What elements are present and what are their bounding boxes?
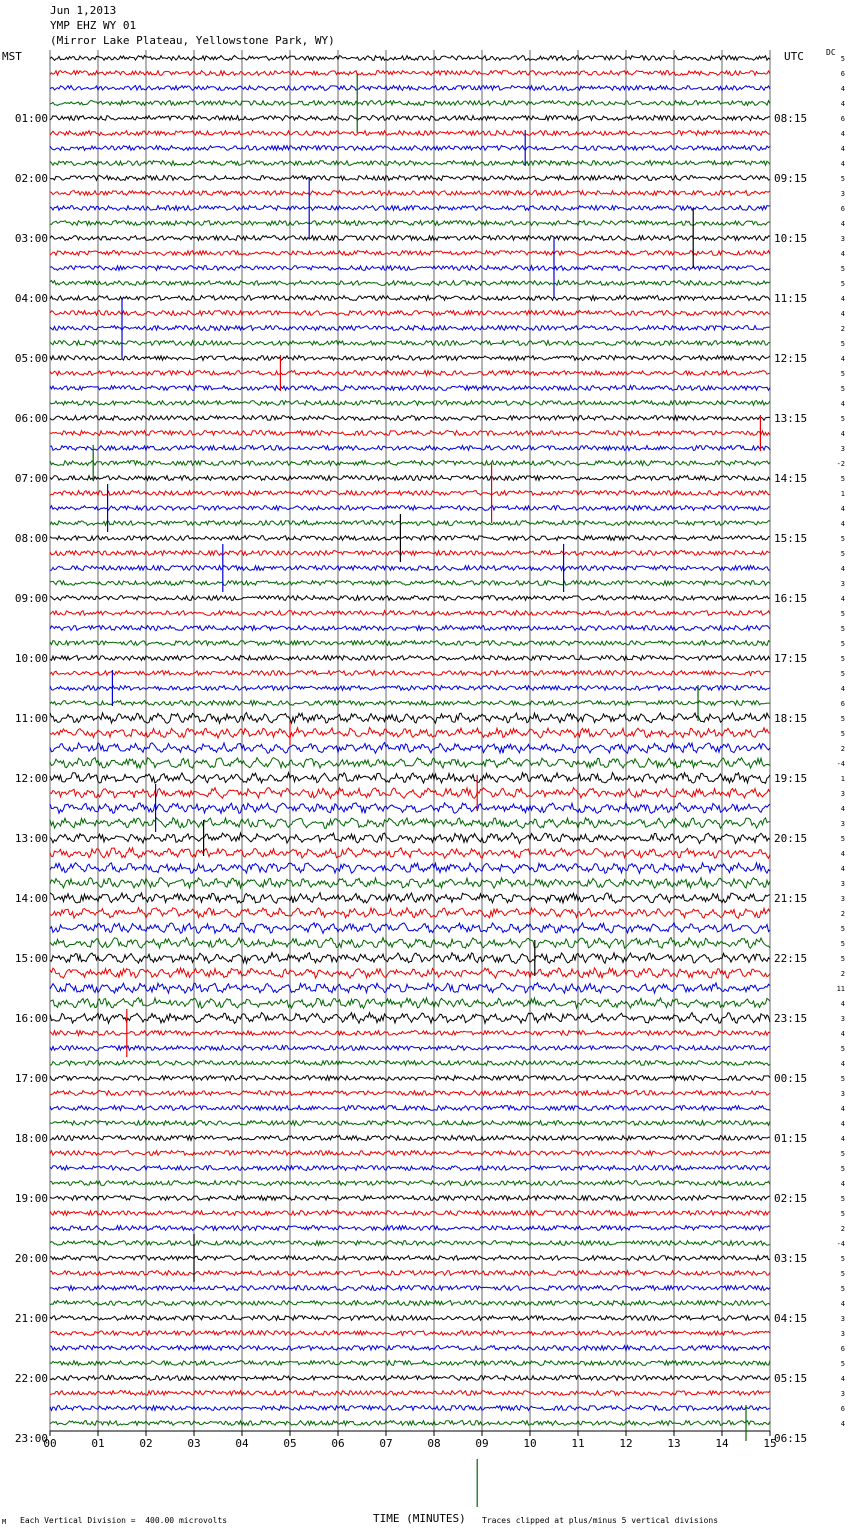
trace-line [50,686,770,691]
trace-line [50,491,770,496]
dc-offset-value: 5 [840,175,845,183]
clip-note: Traces clipped at plus/minus 5 vertical divisions [482,1516,719,1525]
trace-line [50,206,770,211]
x-tick-label: 06 [331,1437,345,1450]
trace-line [50,1076,770,1081]
dc-offset-value: 5 [840,550,845,558]
dc-offset-value: 5 [840,385,845,393]
trace-line [50,833,770,844]
trace-line [50,1361,770,1366]
dc-offset-value: 4 [840,805,845,813]
left-axis-label: MST [2,50,22,63]
trace-line [50,1406,770,1411]
mst-hour-label: 07:00 [14,472,48,485]
mst-hour-label: 10:00 [14,652,48,665]
trace-line [50,1106,770,1111]
utc-hour-label: 02:15 [774,1192,808,1205]
trace-line [50,311,770,316]
x-tick-label: 01 [91,1437,105,1450]
mst-hour-label: 21:00 [14,1312,48,1325]
dc-offset-value: 4 [840,565,845,573]
mst-hour-label: 08:00 [14,532,48,545]
x-tick-label: 00 [43,1437,57,1450]
dc-label: DC [826,48,836,57]
trace-line [50,536,770,541]
trace-line [50,1241,770,1246]
utc-hour-label: 01:15 [774,1132,808,1145]
trace-line [50,848,770,859]
trace-line [50,908,770,919]
dc-offset-value: 5 [840,715,845,723]
x-tick-label: 11 [571,1437,585,1450]
trace-line [50,506,770,511]
trace-line [50,671,770,676]
dc-offset-value: 5 [840,655,845,663]
dc-offset-value: 1 [840,775,845,783]
mst-hour-label: 20:00 [14,1252,48,1265]
dc-offset-value: 5 [840,1255,845,1263]
trace-line [50,788,770,799]
dc-offset-value: 4 [840,685,845,693]
trace-line [50,461,770,466]
trace-line [50,281,770,286]
trace-line [50,161,770,166]
dc-offset-value: 2 [840,1225,845,1233]
utc-hour-label: 20:15 [774,832,808,845]
dc-offset-value: 4 [840,865,845,873]
trace-line [50,296,770,301]
utc-hour-label: 10:15 [774,232,808,245]
trace-line [50,953,770,964]
dc-offset-value: 3 [840,880,845,888]
trace-line [50,1256,770,1261]
dc-offset-value: 5 [840,640,845,648]
mst-hour-label: 13:00 [14,832,48,845]
trace-line [50,773,770,784]
dc-offset-value: 3 [840,820,845,828]
trace-line [50,401,770,406]
dc-offset-value: 5 [840,1210,845,1218]
dc-offset-value: 4 [840,250,845,258]
utc-hour-label: 16:15 [774,592,808,605]
mst-hour-label: 06:00 [14,412,48,425]
trace-line [50,758,770,769]
dc-offset-value: 4 [840,100,845,108]
dc-offset-value: 4 [840,1300,845,1308]
mst-hour-label: 11:00 [14,712,48,725]
dc-offset-value: 5 [840,955,845,963]
trace-line [50,1121,770,1126]
x-tick-label: 08 [427,1437,441,1450]
dc-offset-value: 4 [840,520,845,528]
dc-offset-value: -4 [836,760,845,768]
dc-offset-value: 3 [840,790,845,798]
mst-hour-label: 01:00 [14,112,48,125]
dc-offset-value: 5 [840,625,845,633]
mst-hour-label: 12:00 [14,772,48,785]
dc-offset-value: 5 [840,340,845,348]
dc-offset-value: 2 [840,910,845,918]
utc-hour-label: 22:15 [774,952,808,965]
dc-offset-value: 5 [840,1285,845,1293]
trace-line [50,611,770,616]
trace-line [50,641,770,646]
dc-offset-value: 4 [840,355,845,363]
x-axis-title: TIME (MINUTES) [373,1512,466,1525]
dc-offset-value: 3 [840,580,845,588]
utc-hour-label: 00:15 [774,1072,808,1085]
dc-offset-value: 1 [840,490,845,498]
trace-line [50,56,770,61]
dc-offset-value: 4 [840,1060,845,1068]
trace-line [50,713,770,724]
trace-line [50,1181,770,1186]
trace-line [50,803,770,814]
dc-offset-value: 4 [840,1135,845,1143]
trace-line [50,386,770,391]
dc-offset-value: 5 [840,1045,845,1053]
x-tick-label: 05 [283,1437,297,1450]
trace-line [50,416,770,421]
trace-line [50,1331,770,1336]
header-station: YMP EHZ WY 01 [50,19,137,32]
mst-hour-label: 09:00 [14,592,48,605]
trace-line [50,326,770,331]
dc-offset-value: 5 [840,1360,845,1368]
utc-hour-label: 12:15 [774,352,808,365]
trace-line [50,1061,770,1066]
mst-hour-label: 17:00 [14,1072,48,1085]
dc-offset-value: 4 [840,430,845,438]
footer-mark: M [2,1518,7,1526]
dc-offset-value: -4 [836,1240,845,1248]
utc-hour-label: 06:15 [774,1432,808,1445]
trace-line [50,1031,770,1036]
dc-offset-value: 5 [840,265,845,273]
mst-hour-label: 02:00 [14,172,48,185]
x-tick-label: 13 [667,1437,681,1450]
trace-line [50,701,770,706]
dc-offset-value: 4 [840,295,845,303]
x-tick-label: 12 [619,1437,633,1450]
header-date: Jun 1,2013 [50,4,117,17]
trace-line [50,191,770,196]
x-tick-label: 07 [379,1437,393,1450]
mst-hour-label: 15:00 [14,952,48,965]
trace-line [50,983,770,993]
trace-line [50,923,770,934]
utc-hour-label: 17:15 [774,652,808,665]
trace-line [50,1091,770,1096]
trace-line [50,1376,770,1381]
dc-offset-value: 4 [840,145,845,153]
mst-hour-label: 16:00 [14,1012,48,1025]
trace-line [50,1391,770,1396]
trace-line [50,863,770,874]
x-tick-label: 04 [235,1437,249,1450]
dc-offset-value: 4 [840,505,845,513]
dc-offset-value: 4 [840,220,845,228]
dc-offset-value: 5 [840,730,845,738]
dc-offset-value: 5 [840,475,845,483]
trace-line [50,476,770,481]
trace-line [50,551,770,556]
dc-offset-value: 3 [840,1015,845,1023]
trace-line [50,176,770,181]
trace-line [50,1421,770,1426]
dc-offset-value: 4 [840,1180,845,1188]
header-location: (Mirror Lake Plateau, Yellowstone Park, WY) [50,34,335,47]
trace-line [50,1301,770,1306]
trace-line [50,893,770,904]
trace-line [50,1316,770,1321]
trace-line [50,581,770,586]
x-tick-label: 02 [139,1437,153,1450]
dc-offset-value: 6 [840,70,845,78]
dc-offset-value: 5 [840,1270,845,1278]
dc-offset-value: 4 [840,1000,845,1008]
dc-offset-value: 4 [840,1420,845,1428]
trace-line [50,596,770,601]
trace-line [50,236,770,241]
dc-offset-value: 6 [840,1405,845,1413]
mst-hour-label: 14:00 [14,892,48,905]
dc-offset-value: 6 [840,115,845,123]
utc-hour-label: 08:15 [774,112,808,125]
dc-offset-value: 4 [840,400,845,408]
dc-offset-value: 3 [840,1390,845,1398]
dc-offset-value: 3 [840,1315,845,1323]
dc-offset-value: 5 [840,535,845,543]
dc-offset-value: -2 [836,460,845,468]
dc-offset-value: 5 [840,415,845,423]
trace-line [50,878,770,888]
trace-line [50,1346,770,1351]
trace-line [50,1013,770,1024]
mst-hour-label: 18:00 [14,1132,48,1145]
dc-offset-value: 4 [840,310,845,318]
dc-offset-value: 2 [840,325,845,333]
utc-hour-label: 23:15 [774,1012,808,1025]
trace-line [50,251,770,256]
dc-offset-value: 5 [840,610,845,618]
mst-hour-label: 03:00 [14,232,48,245]
dc-offset-value: 6 [840,1345,845,1353]
x-tick-label: 15 [763,1437,777,1450]
trace-line [50,1196,770,1201]
trace-line [50,221,770,226]
trace-line [50,266,770,271]
dc-offset-value: 6 [840,205,845,213]
dc-offset-value: 5 [840,1195,845,1203]
trace-line [50,131,770,136]
dc-offset-value: 3 [840,1330,845,1338]
dc-offset-value: 3 [840,1090,845,1098]
x-tick-label: 03 [187,1437,201,1450]
dc-offset-value: 5 [840,835,845,843]
dc-offset-value: 4 [840,130,845,138]
trace-line [50,1286,770,1291]
dc-offset-value: 4 [840,595,845,603]
dc-offset-value: 5 [840,280,845,288]
trace-line [50,446,770,451]
utc-hour-label: 19:15 [774,772,808,785]
trace-line [50,968,770,978]
dc-offset-value: 5 [840,1075,845,1083]
scale-note: Each Vertical Division = 400.00 microvolts [20,1516,228,1525]
trace-line [50,371,770,376]
utc-hour-label: 03:15 [774,1252,808,1265]
trace-line [50,1046,770,1051]
dc-offset-value: 4 [840,1105,845,1113]
trace-line [50,626,770,631]
dc-offset-value: 5 [840,1165,845,1173]
x-tick-label: 14 [715,1437,729,1450]
right-axis-label: UTC [784,50,804,63]
trace-line [50,1166,770,1171]
dc-offset-value: 4 [840,1030,845,1038]
trace-line [50,566,770,571]
trace-line [50,71,770,76]
trace-line [50,341,770,346]
dc-offset-value: 6 [840,700,845,708]
trace-line [50,1271,770,1276]
trace-line [50,431,770,436]
trace-line [50,656,770,661]
dc-offset-value: 2 [840,745,845,753]
trace-line [50,1226,770,1231]
dc-offset-value: 5 [840,370,845,378]
trace-line [50,116,770,121]
trace-line [50,1136,770,1141]
trace-line [50,521,770,526]
trace-line [50,1151,770,1156]
dc-offset-value: 5 [840,925,845,933]
dc-offset-value: 3 [840,445,845,453]
trace-line [50,998,770,1009]
trace-line [50,938,770,949]
dc-offset-value: 5 [840,670,845,678]
x-tick-label: 09 [475,1437,489,1450]
utc-hour-label: 09:15 [774,172,808,185]
trace-line [50,86,770,91]
dc-offset-value: 4 [840,1120,845,1128]
utc-hour-label: 13:15 [774,412,808,425]
dc-offset-value: 3 [840,190,845,198]
dc-offset-value: 4 [840,1375,845,1383]
dc-offset-value: 5 [840,55,845,63]
trace-line [50,101,770,106]
utc-hour-label: 11:15 [774,292,808,305]
dc-offset-value: 5 [840,1150,845,1158]
mst-hour-label: 04:00 [14,292,48,305]
utc-hour-label: 14:15 [774,472,808,485]
utc-hour-label: 04:15 [774,1312,808,1325]
dc-offset-value: 11 [836,985,845,993]
utc-hour-label: 18:15 [774,712,808,725]
trace-line [50,728,770,738]
dc-offset-value: 3 [840,235,845,243]
trace-line [50,356,770,361]
dc-offset-value: 2 [840,970,845,978]
trace-line [50,1211,770,1216]
mst-hour-label: 22:00 [14,1372,48,1385]
mst-hour-label: 19:00 [14,1192,48,1205]
mst-hour-label: 05:00 [14,352,48,365]
dc-offset-value: 5 [840,940,845,948]
trace-line [50,818,770,829]
x-tick-label: 10 [523,1437,537,1450]
trace-line [50,146,770,151]
dc-offset-value: 4 [840,850,845,858]
mst-hour-label: 23:00 [14,1432,48,1445]
utc-hour-label: 15:15 [774,532,808,545]
trace-line [50,743,770,754]
dc-offset-value: 4 [840,85,845,93]
dc-offset-value: 3 [840,895,845,903]
utc-hour-label: 05:15 [774,1372,808,1385]
dc-offset-value: 4 [840,160,845,168]
utc-hour-label: 21:15 [774,892,808,905]
